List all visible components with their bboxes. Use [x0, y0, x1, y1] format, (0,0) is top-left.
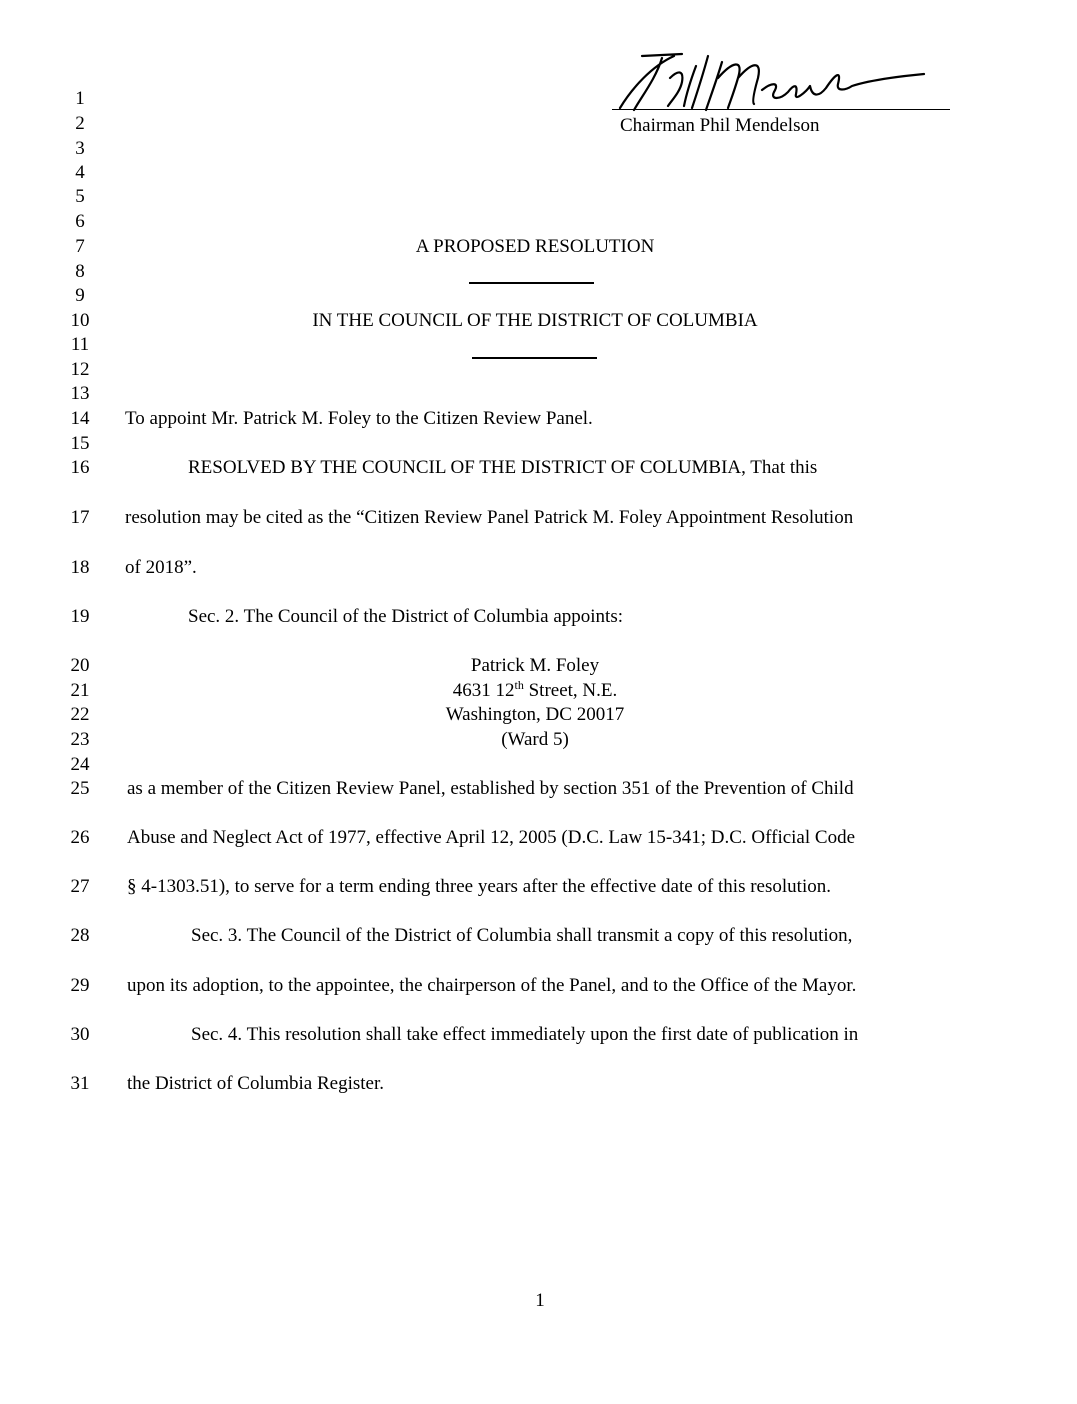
- purpose-statement: To appoint Mr. Patrick M. Foley to the Citizen Review Panel.: [125, 408, 593, 429]
- appointee-city: Washington, DC 20017: [445, 704, 625, 725]
- line-number-26: 26: [70, 827, 90, 848]
- line-number-22: 22: [70, 704, 90, 725]
- line-number-10: 10: [70, 310, 90, 331]
- street-suffix: th: [514, 678, 524, 692]
- resolved-line-17: resolution may be cited as the “Citizen Review Panel Patrick M. Foley Appointment Resolution: [125, 507, 854, 528]
- body-rule: [472, 357, 597, 359]
- line-number-24: 24: [70, 754, 90, 775]
- line-number-7: 7: [75, 236, 85, 257]
- signature-line: [612, 109, 950, 110]
- sec2-line-25: as a member of the Citizen Review Panel, established by section 351 of the Prevention of Child: [127, 778, 854, 799]
- line-number-2: 2: [75, 113, 85, 134]
- handwritten-signature: [612, 48, 932, 118]
- line-number-3: 3: [75, 138, 85, 159]
- sec4-line-31: the District of Columbia Register.: [127, 1073, 384, 1094]
- page-number: 1: [535, 1290, 545, 1311]
- line-number-28: 28: [70, 925, 90, 946]
- line-number-6: 6: [75, 211, 85, 232]
- line-number-30: 30: [70, 1024, 90, 1045]
- legislative-body: IN THE COUNCIL OF THE DISTRICT OF COLUMBIA: [312, 310, 758, 331]
- line-number-19: 19: [70, 606, 90, 627]
- resolved-line-16: RESOLVED BY THE COUNCIL OF THE DISTRICT OF COLUMBIA, That this: [188, 457, 818, 478]
- line-number-21: 21: [70, 680, 90, 701]
- line-number-18: 18: [70, 557, 90, 578]
- sec2-line-26: Abuse and Neglect Act of 1977, effective April 12, 2005 (D.C. Law 15-341; D.C. Official Code: [127, 827, 856, 848]
- sec2-line-27: § 4-1303.51), to serve for a term ending three years after the effective date of this resolution.: [127, 876, 831, 897]
- document-title: A PROPOSED RESOLUTION: [415, 236, 655, 257]
- line-number-5: 5: [75, 186, 85, 207]
- appointee-name: Patrick M. Foley: [470, 655, 600, 676]
- line-number-23: 23: [70, 729, 90, 750]
- sec2-intro: Sec. 2. The Council of the District of Columbia appoints:: [188, 606, 624, 627]
- line-number-14: 14: [70, 408, 90, 429]
- line-number-1: 1: [75, 88, 85, 109]
- line-number-15: 15: [70, 433, 90, 454]
- line-number-12: 12: [70, 359, 90, 380]
- line-number-9: 9: [75, 285, 85, 306]
- line-number-20: 20: [70, 655, 90, 676]
- line-number-17: 17: [70, 507, 90, 528]
- appointee-ward: (Ward 5): [501, 729, 569, 750]
- street-rest: Street, N.E.: [523, 680, 618, 701]
- line-number-31: 31: [70, 1073, 90, 1094]
- line-number-11: 11: [70, 334, 90, 355]
- line-number-29: 29: [70, 975, 90, 996]
- resolved-line-18: of 2018”.: [125, 557, 197, 578]
- sec3-line-28: Sec. 3. The Council of the District of Columbia shall transmit a copy of this resolution,: [191, 925, 853, 946]
- line-number-16: 16: [70, 457, 90, 478]
- street-number: 4631 12: [452, 680, 515, 701]
- sec4-line-30: Sec. 4. This resolution shall take effect immediately upon the first date of publication in: [191, 1024, 859, 1045]
- title-rule: [469, 282, 594, 284]
- appointee-street: [285, 678, 785, 701]
- line-number-27: 27: [70, 876, 90, 897]
- signatory-name: Chairman Phil Mendelson: [620, 115, 820, 136]
- sec3-line-29: upon its adoption, to the appointee, the chairperson of the Panel, and to the Office of the Mayor.: [127, 975, 857, 996]
- line-number-4: 4: [75, 162, 85, 183]
- line-number-13: 13: [70, 383, 90, 404]
- line-number-8: 8: [75, 261, 85, 282]
- line-number-25: 25: [70, 778, 90, 799]
